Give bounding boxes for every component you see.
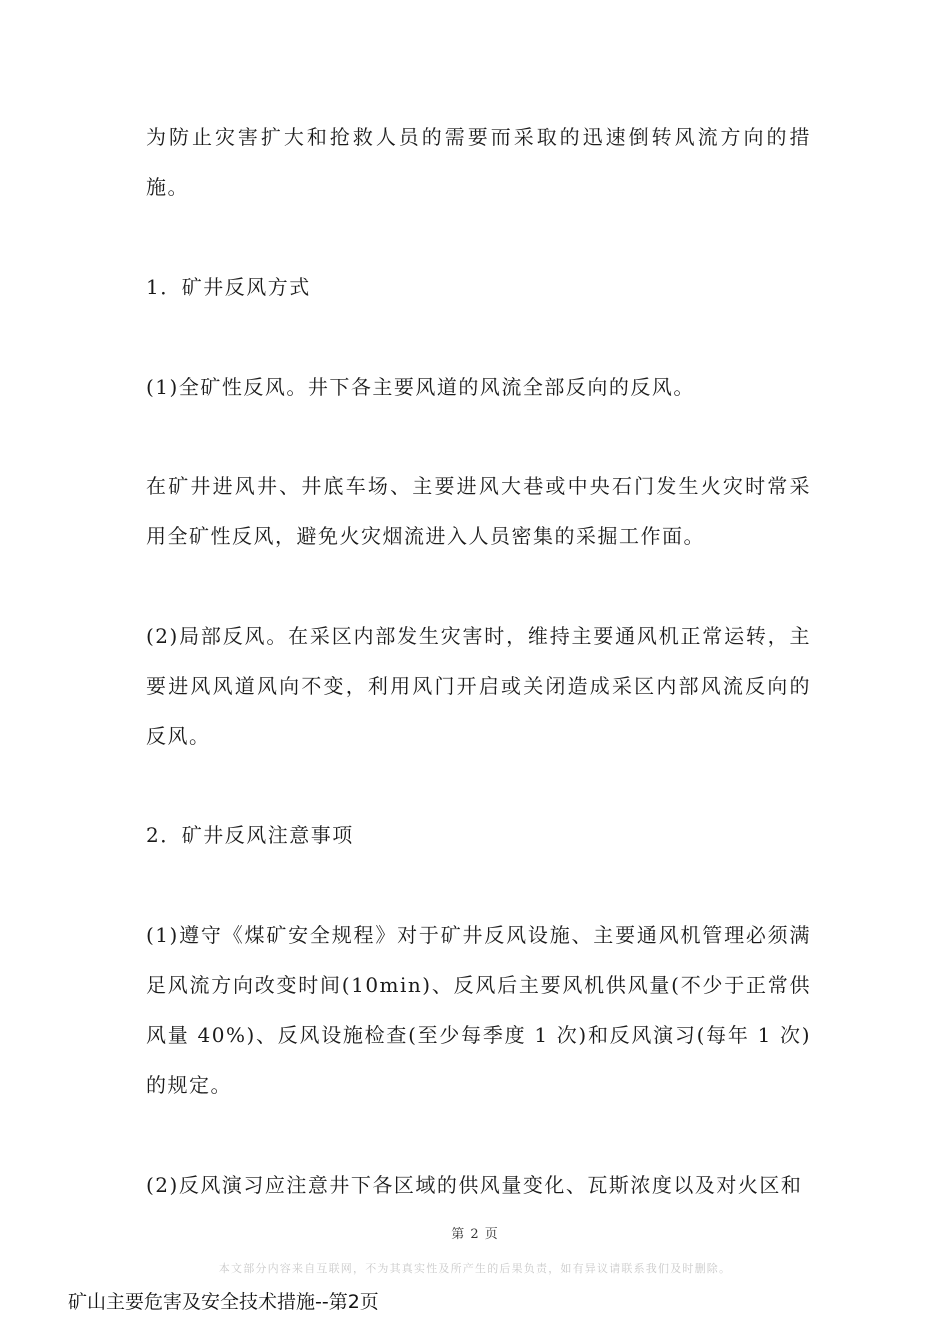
paragraph-full-mine-usage: 在矿井进风井、井底车场、主要进风大巷或中央石门发生火灾时常采用全矿性反风，避免火灾烟流进入人员密集的采掘工作面。 xyxy=(146,474,811,548)
disclaimer-text: 本文部分内容来自互联网，不为其真实性及所产生的后果负责，如有异议请联系我们及时删除。 xyxy=(218,1262,732,1275)
paragraph-full-mine-reversal: (1)全矿性反风。井下各主要风道的风流全部反向的反风。 xyxy=(146,375,695,399)
page-number: 第 2 页 xyxy=(451,1227,499,1242)
paragraph-safety-regulations: (1)遵守《煤矿安全规程》对于矿井反风设施、主要通风机管理必须满足风流方向改变时间(10min)、反风后主要风机供风量(不少于正常供风量 40%)、反风设施检查(至少每季度 1 次)和反风演习(每年 1 次)的规定。 xyxy=(146,923,811,1097)
document-title: 矿山主要危害及安全技术措施--第2页 xyxy=(68,1291,379,1313)
paragraph-local-reversal: (2)局部反风。在采区内部发生灾害时，维持主要通风机正常运转，主要进风风道风向不变，利用风门开启或关闭造成采区内部风流反向的反风。 xyxy=(146,624,811,748)
paragraph-reversal-drill: (2)反风演习应注意井下各区域的供风量变化、瓦斯浓度以及对火区和 xyxy=(146,1173,803,1197)
section-heading-reversal-methods: 1．矿井反风方式 xyxy=(146,275,311,299)
paragraph-intro: 为防止灾害扩大和抢救人员的需要而采取的迅速倒转风流方向的措施。 xyxy=(146,125,811,199)
section-heading-reversal-notes: 2．矿井反风注意事项 xyxy=(146,823,354,847)
